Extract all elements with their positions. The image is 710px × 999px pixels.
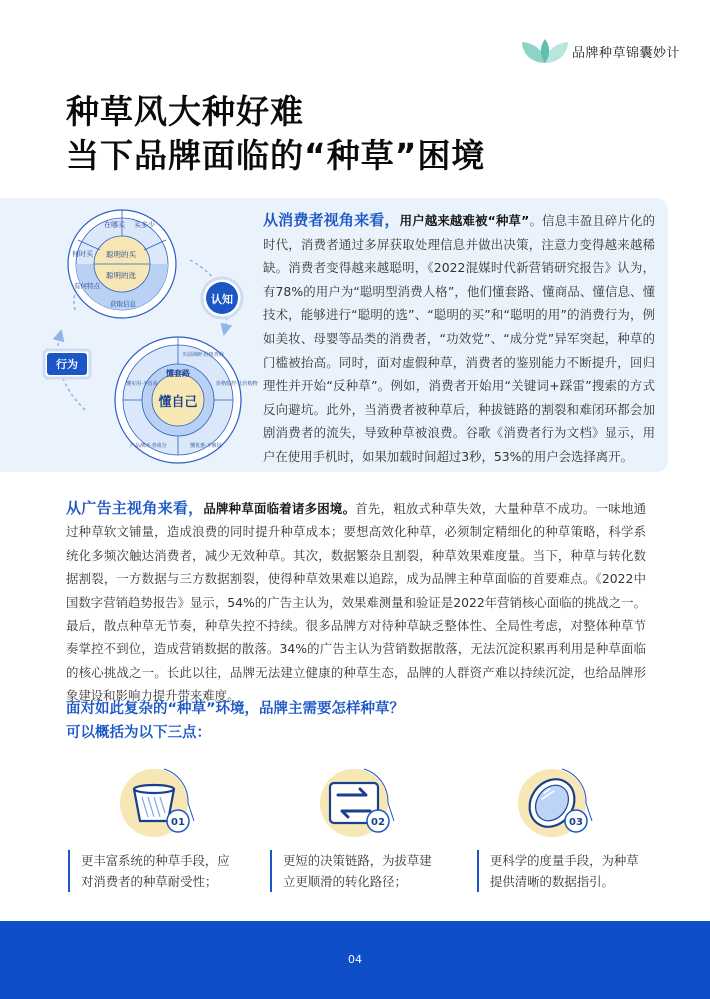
consumer-perspective-text bbox=[263, 209, 655, 469]
point-3-illustration bbox=[510, 763, 610, 843]
brand-name: 品牌种草锦囊妙计 bbox=[571, 45, 680, 61]
title-line-1: 种草风大种好难 bbox=[66, 92, 304, 131]
action-label: 行为 bbox=[56, 358, 78, 371]
top-wheel-middle-2: 聪明的选 bbox=[106, 271, 136, 280]
bottom-wheel bbox=[115, 337, 258, 463]
bottom-wheel-ring: 懂套路 bbox=[166, 369, 190, 378]
point-1-number: 01 bbox=[171, 817, 185, 828]
top-wheel-outer-2: 买多少 bbox=[134, 221, 155, 229]
brand-header bbox=[520, 36, 680, 66]
top-wheel-lower-1: 有何特点 bbox=[74, 282, 100, 290]
bottom-wheel-outer-1: 买前调研·价格查询 bbox=[182, 352, 224, 358]
point-3-number: 03 bbox=[569, 817, 583, 828]
cognition-badge bbox=[202, 278, 242, 318]
leaf-logo-icon bbox=[520, 36, 570, 66]
point-2-number: 02 bbox=[371, 817, 385, 828]
bottom-wheel-outer-4: 产品测评·查成分 bbox=[130, 443, 167, 449]
bottom-wheel-center: 懂自己 bbox=[158, 395, 198, 410]
consumer-strong: 用户越来越难被“种草” bbox=[399, 213, 530, 228]
action-badge bbox=[44, 350, 90, 378]
coin-icon bbox=[510, 763, 610, 843]
point-1-illustration bbox=[112, 763, 212, 843]
top-wheel-outer-1: 在哪买 bbox=[104, 221, 125, 229]
page-title bbox=[66, 90, 666, 178]
advertiser-strong: 品牌种草面临着诸多困境。 bbox=[203, 501, 356, 516]
bottom-wheel-outer-3: 懂优惠·不被坑 bbox=[190, 443, 222, 449]
title-line-2: 当下品牌面临的“种草”困境 bbox=[66, 136, 486, 175]
top-wheel-lower-2: 获取信息 bbox=[110, 300, 136, 308]
question-line-2: 可以概括为以下三点： bbox=[66, 725, 211, 741]
consumer-cycle-diagram bbox=[30, 200, 260, 475]
point-2-text: 更短的决策链路，为拔草建立更顺滑的转化路径； bbox=[270, 850, 442, 892]
point-2-illustration bbox=[312, 763, 412, 843]
consumer-body: 。信息丰盈且碎片化的时代，消费者通过多屏获取处理信息并做出决策，注意力变得越来越稀缺。消费者变得越来越聪明，《2022混媒时代新营销研究报告》认为，有78%的用户为“聪明型消费人格”，他们懂套路、懂商品、懂信息、懂技术，能够进行“聪明的选”、“聪明的买”和“聪明的用”的消费行为，例如美妆、母婴等品类的消费者，“功效党”、“成分党”异军突起，种草的门槛被抬高。同时，面对虚假种草，消费者的鉴别能力不断提升，回归理性并开始“反种草”。例如，消费者开始用“关键词+踩雷”搜索的方式反向避坑。此外，当消费者被种草后，种拔链路的割裂和难闭环都会加剧消费者的流失，导致种草被浪费。谷歌《消费者行为文档》显示，用户在使用手机时，如果加载时间超过3秒，53%的用户会选择离开。 bbox=[263, 213, 655, 464]
question-line-1: 面对如此复杂的“种草”环境，品牌主需要怎样种草？ bbox=[66, 701, 405, 717]
top-wheel-outer-3: 何时买 bbox=[72, 250, 93, 258]
exchange-arrows-icon bbox=[312, 763, 412, 843]
question-heading bbox=[66, 697, 404, 745]
page-number: 04 bbox=[348, 953, 362, 966]
advertiser-perspective-text bbox=[66, 497, 646, 708]
point-3-text: 更科学的度量手段，为种草提供清晰的数据指引。 bbox=[477, 850, 649, 892]
point-1-text: 更丰富系统的种草手段，应对消费者的种草耐受性； bbox=[68, 850, 240, 892]
bottom-wheel-outer-5: 懂实用·不盲从 bbox=[126, 381, 158, 387]
bucket-icon bbox=[112, 763, 212, 843]
bottom-wheel-outer-2: 价格监控·比价购物 bbox=[216, 381, 258, 387]
advertiser-lead: 从广告主视角来看， bbox=[66, 499, 204, 517]
footer-bar bbox=[0, 921, 710, 999]
top-wheel-middle-1: 聪明的买 bbox=[106, 250, 136, 259]
advertiser-body: 首先，粗放式种草失效，大量种草不成功。一味地通过种草软文铺量，造成浪费的同时提升种草成本；要想高效化种草，必须制定精细化的种草策略，科学系统化多频次触达消费者，减少无效种草。其次，数据繁杂且割裂，种草效果难度量。当下，种草与转化数据割裂，一方数据与三方数据割裂，使得种草效果难以追踪，成为品牌主种草面临的首要难点。《2022中国数字营销趋势报告》显示，54%的广告主认为，效果难测量和验证是2022年营销核心面临的挑战之一。最后，散点种草无节奏，种草失控不持续。很多品牌方对待种草缺乏整体性、全局性考虑，对整体种草节奏掌控不到位，造成营销数据的散落。34%的广告主认为营销数据散落，无法沉淀积累再利用是种草面临的核心挑战之一。长此以往，品牌无法建立健康的种草生态，品牌的人群资产难以持续沉淀，也给品牌形象建设和影响力提升带来难度。 bbox=[66, 501, 647, 704]
cognition-label: 认知 bbox=[211, 293, 233, 306]
top-wheel bbox=[68, 210, 176, 318]
consumer-lead: 从消费者视角来看， bbox=[263, 211, 400, 229]
